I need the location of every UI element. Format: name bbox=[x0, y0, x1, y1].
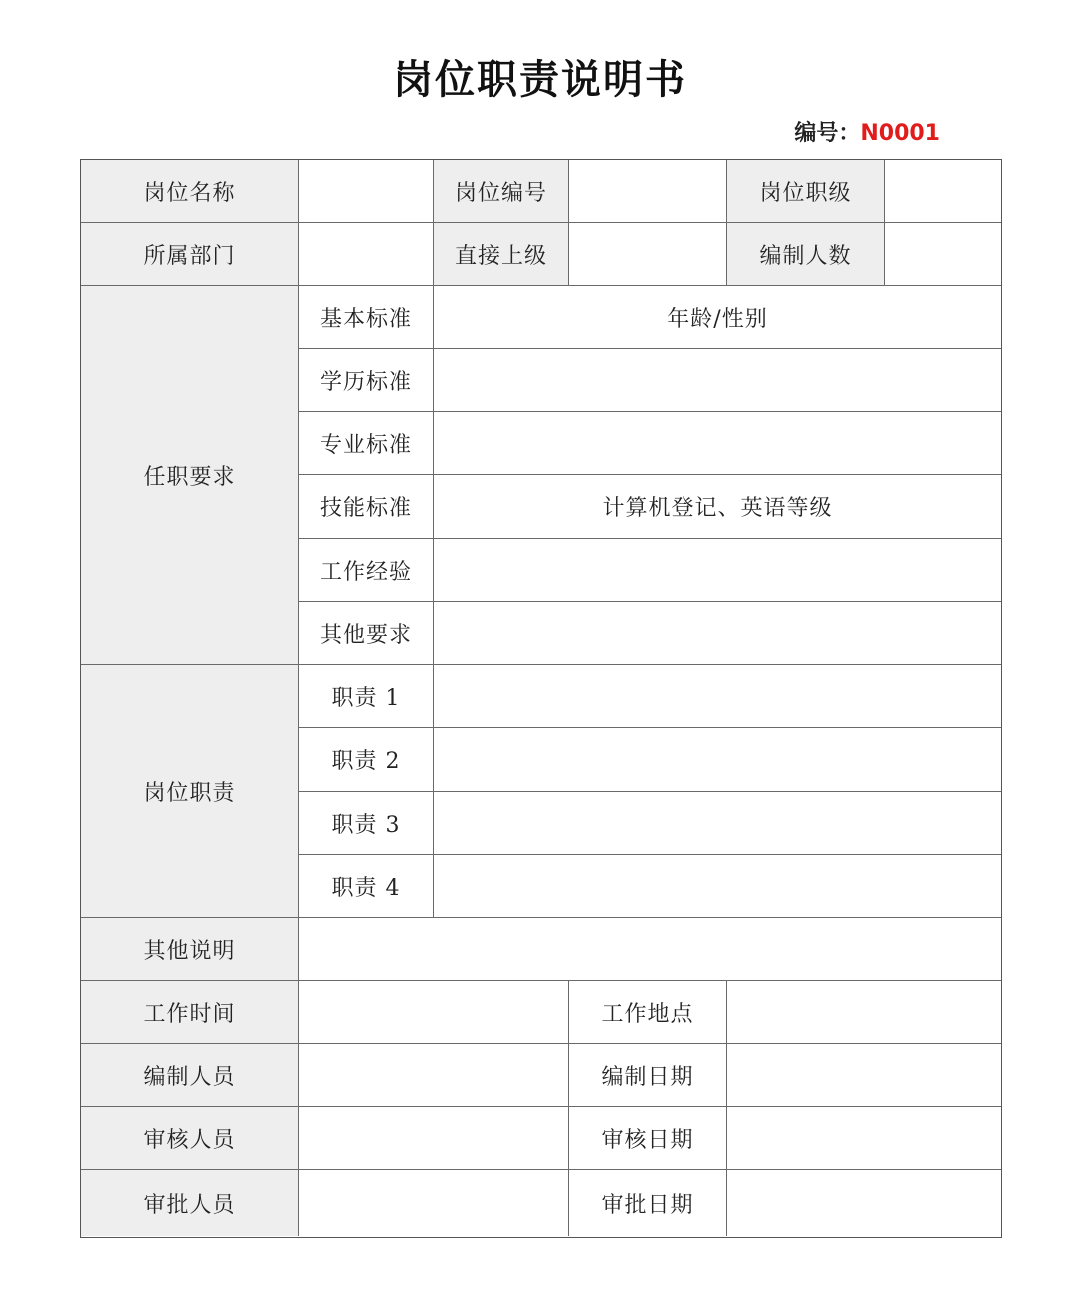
job-description-form bbox=[80, 159, 1002, 1238]
approved-date-field[interactable] bbox=[727, 1170, 1001, 1236]
reviewed-by-field[interactable] bbox=[299, 1107, 569, 1170]
prepared-by-label: 编制人员 bbox=[81, 1044, 299, 1107]
page-title: 岗位职责说明书 bbox=[393, 56, 687, 103]
approved-by-field[interactable] bbox=[299, 1170, 569, 1236]
approved-date-label: 审批日期 bbox=[569, 1170, 727, 1236]
duty-4-label: 职责 4 bbox=[299, 855, 434, 918]
duty-1-value[interactable] bbox=[434, 665, 1001, 728]
work-time-label: 工作时间 bbox=[81, 981, 299, 1044]
headcount-field[interactable] bbox=[885, 223, 1001, 286]
prepared-date-label: 编制日期 bbox=[569, 1044, 727, 1107]
position-no-field[interactable] bbox=[569, 160, 727, 223]
position-level-field[interactable] bbox=[885, 160, 1001, 223]
department-label: 所属部门 bbox=[81, 223, 299, 286]
duties-section-label: 岗位职责 bbox=[81, 665, 299, 918]
requirement-major-value[interactable] bbox=[434, 412, 1001, 475]
requirement-experience-label: 工作经验 bbox=[299, 539, 434, 602]
requirement-other-label: 其他要求 bbox=[299, 602, 434, 665]
document-code-value: N0001 bbox=[860, 121, 940, 146]
reviewed-date-label: 审核日期 bbox=[569, 1107, 727, 1170]
requirement-basic-label: 基本标准 bbox=[299, 286, 434, 349]
work-place-label: 工作地点 bbox=[569, 981, 727, 1044]
requirement-education-value[interactable] bbox=[434, 349, 1001, 412]
document-code-label: 编号： bbox=[794, 121, 861, 146]
duty-3-label: 职责 3 bbox=[299, 792, 434, 855]
approved-by-label: 审批人员 bbox=[81, 1170, 299, 1236]
requirement-other-value[interactable] bbox=[434, 602, 1001, 665]
requirement-skill-label: 技能标准 bbox=[299, 475, 434, 539]
duty-2-label: 职责 2 bbox=[299, 728, 434, 792]
document-code bbox=[700, 116, 940, 148]
other-notes-field[interactable] bbox=[299, 918, 1001, 981]
position-no-label: 岗位编号 bbox=[434, 160, 569, 223]
duty-1-label: 职责 1 bbox=[299, 665, 434, 728]
prepared-by-field[interactable] bbox=[299, 1044, 569, 1107]
position-name-label: 岗位名称 bbox=[81, 160, 299, 223]
other-notes-label: 其他说明 bbox=[81, 918, 299, 981]
requirements-section-label: 任职要求 bbox=[81, 286, 299, 665]
duty-2-value[interactable] bbox=[434, 728, 1001, 792]
requirement-skill-value[interactable]: 计算机登记、英语等级 bbox=[434, 475, 1001, 539]
requirement-experience-value[interactable] bbox=[434, 539, 1001, 602]
headcount-label: 编制人数 bbox=[727, 223, 885, 286]
reviewed-date-field[interactable] bbox=[727, 1107, 1001, 1170]
duty-4-value[interactable] bbox=[434, 855, 1001, 918]
prepared-date-field[interactable] bbox=[727, 1044, 1001, 1107]
requirement-basic-value[interactable]: 年龄/性别 bbox=[434, 286, 1001, 349]
work-place-field[interactable] bbox=[727, 981, 1001, 1044]
duty-3-value[interactable] bbox=[434, 792, 1001, 855]
requirement-major-label: 专业标准 bbox=[299, 412, 434, 475]
supervisor-field[interactable] bbox=[569, 223, 727, 286]
position-level-label: 岗位职级 bbox=[727, 160, 885, 223]
position-name-field[interactable] bbox=[299, 160, 434, 223]
work-time-field[interactable] bbox=[299, 981, 569, 1044]
supervisor-label: 直接上级 bbox=[434, 223, 569, 286]
department-field[interactable] bbox=[299, 223, 434, 286]
reviewed-by-label: 审核人员 bbox=[81, 1107, 299, 1170]
requirement-education-label: 学历标准 bbox=[299, 349, 434, 412]
